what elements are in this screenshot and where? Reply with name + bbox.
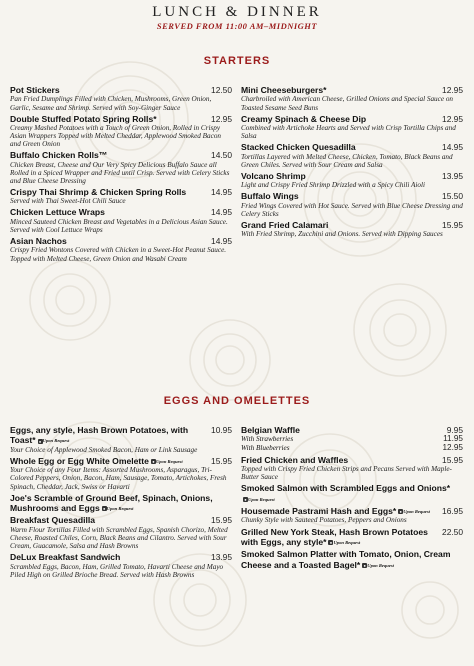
menu-item [10, 515, 232, 550]
menu-item [10, 456, 232, 491]
variant-price: 12.95 [442, 443, 463, 452]
starters-heading: STARTERS [203, 55, 271, 67]
menu-item-description: Pan Fried Dumplings Filled with Chicken, Mushrooms, Green Onion, Garlic, Sesame and Shrimp. Served with Soy-Ginger Sauce [10, 95, 212, 112]
menu-item-description: Served with Thai Sweet-Hot Chili Sauce [10, 197, 126, 206]
menu-item-description: Crispy Fried Wontons Covered with Chicken in a Sweet-Hot Peanut Sauce. Topped with Melted Cheese, Green Onion and Wasabi Cream [10, 246, 227, 263]
menu-item-description: Tortillas Layered with Melted Cheese, Chicken, Tomato, Black Beans and Green Chiles. Served with Sour Cream and Salsa [241, 152, 453, 169]
menu-item-name: Creamy Spinach & Cheese Dip [241, 113, 367, 124]
menu-item-price: 14.50 [211, 150, 232, 161]
menu-item [241, 527, 463, 548]
menu-item-name: Breakfast Quesadilla [10, 515, 96, 526]
menu-item-name: Double Stuffed Potato Spring Rolls* [10, 113, 157, 124]
upon-request-badge [243, 497, 275, 502]
menu-item-row [10, 425, 232, 446]
menu-item-row [10, 515, 232, 525]
starters-right-column [241, 85, 463, 240]
menu-item-price: 13.95 [442, 170, 463, 181]
menu-item-row [10, 456, 232, 466]
menu-item-description: With Fried Shrimp, Zucchini and Onions. Served with Dipping Sauces [241, 230, 443, 239]
upon-request-badge [328, 540, 360, 545]
upon-request-badge [38, 438, 70, 443]
menu-item-price: 12.95 [442, 85, 463, 95]
menu-item-name: Mini Cheeseburgers* [241, 85, 327, 95]
menu-item [10, 552, 232, 579]
starters-left-column [10, 85, 232, 265]
menu-item-row [241, 171, 463, 181]
menu-item-description: Creamy Mashed Potatoes with a Touch of Green Onion, Rolled in Crispy Asian Wrappers Topped with Melted Cheddar, Applewood Smoked Bacon and Green Onion [10, 124, 222, 149]
menu-item [10, 425, 232, 454]
menu-item [10, 150, 232, 185]
menu-item [10, 236, 232, 263]
menu-item-row [10, 207, 232, 217]
menu-item-row [10, 150, 232, 160]
menu-item-price: 13.95 [211, 552, 232, 563]
menu-item [241, 220, 463, 239]
upon-request-label: Upon Request [155, 458, 183, 464]
upon-request-label: Upon Request [248, 496, 275, 502]
menu-item-row [10, 114, 232, 124]
upon-request-label: Upon Request [403, 509, 430, 515]
egg-white-icon: ● [363, 563, 366, 569]
menu-item [241, 191, 463, 218]
menu-item-description: Minced Sauteed Chicken Breast and Vegetables in a Delicious Asian Sauce. Served with Cool Lettuce Wraps [10, 217, 228, 234]
menu-item-description: Your Choice of Applewood Smoked Bacon, Ham or Link Sausage [10, 445, 198, 454]
menu-item-price: 12.50 [211, 85, 232, 95]
menu-item-variant [241, 435, 463, 444]
menu-item-row [241, 483, 463, 504]
variant-label: With Strawberries [241, 435, 294, 444]
menu-item-description: Chicken Breast, Cheese and Our Very Spicy Delicious Buffalo Sauce all Rolled in a Spiced Wrapper and Fried until Crisp. Served with Celery Sticks and Blue Cheese Dressing [10, 160, 230, 185]
menu-item-name: Buffalo Chicken Rolls™ [10, 150, 108, 161]
menu-item-price: 22.50 [442, 526, 463, 537]
eggs-right-column [241, 425, 463, 572]
menu-item-description: Charbroiled with American Cheese, Grilled Onions and Special Sauce on Toasted Sesame Seed Buns [241, 95, 454, 112]
menu-item-price: 10.95 [211, 425, 232, 435]
menu-item-name: Grand Fried Calamari [241, 219, 329, 230]
menu-item-row [241, 191, 463, 201]
menu-item-row [241, 455, 463, 465]
egg-white-icon: ● [103, 506, 106, 512]
menu-item-description: Light and Crispy Fried Shrimp Drizzled with a Spicy Chili Aioli [241, 181, 425, 190]
menu-item-name: Fried Chicken and Waffles [241, 454, 349, 465]
menu-item [241, 171, 463, 190]
menu-item [10, 493, 232, 514]
menu-item-price: 15.95 [211, 455, 232, 466]
egg-white-icon: ● [329, 540, 333, 546]
menu-item-row [241, 85, 463, 95]
variant-price: 11.95 [443, 434, 463, 444]
menu-item-name: DeLux Breakfast Sandwich [10, 552, 121, 563]
menu-item-price: 16.95 [442, 506, 463, 516]
upon-request-label: Upon Request [42, 438, 70, 444]
menu-item-name: Joe's Scramble of Ground Beef, Spinach, Onions, Mushrooms and Eggs ●Upon Request [10, 492, 213, 513]
menu-item-name: Grilled New York Steak, Hash Brown Potatoes with Eggs, any style* ●Upon Request [241, 526, 428, 547]
menu-item-row [241, 549, 463, 570]
menu-item-row [241, 527, 463, 548]
menu-item-description: Topped with Crispy Fried Chicken Strips and Pecans Served with Maple-Butter Sauce [241, 465, 452, 482]
menu-item-variant [241, 444, 463, 453]
eggs-heading: EGGS AND OMELETTES [163, 395, 311, 407]
egg-white-icon: ● [399, 509, 402, 515]
menu-item [241, 142, 463, 169]
menu-item [241, 506, 463, 525]
menu-item-row [10, 85, 232, 95]
menu-item [241, 455, 463, 482]
menu-item [241, 85, 463, 112]
menu-item-row [10, 493, 232, 514]
menu-item-price: 14.95 [211, 186, 232, 197]
upon-request-label: Upon Request [333, 539, 361, 545]
menu-item-name: Chicken Lettuce Wraps [10, 207, 105, 218]
menu-item-name: Smoked Salmon Platter with Tomato, Onion, Cream Cheese and a Toasted Bagel* ●Upon Request [241, 549, 451, 570]
menu-item [241, 114, 463, 141]
upon-request-badge [102, 506, 134, 511]
menu-item-name: Eggs, any style, Hash Brown Potatoes, with Toast* ●Upon Request [10, 425, 189, 446]
menu-item-price: 9.95 [446, 425, 463, 435]
menu-item-row [10, 236, 232, 246]
menu-item [10, 114, 232, 149]
menu-item-name: Smoked Salmon with Scrambled Eggs and Onions*●Upon Request [241, 483, 451, 503]
egg-white-icon: ● [38, 438, 42, 444]
menu-item-price: 12.95 [211, 113, 232, 124]
menu-item [10, 187, 232, 206]
menu-item-name: Belgian Waffle [241, 425, 300, 435]
menu-item-description: Your Choice of any Four Items: Assorted Mushrooms, Asparagus, Tri-Colored Peppers, Onion, Bacon, Ham, Sausage, Tomato, Artichokes, Fresh Spinach, Cheddar, Jack, Swiss or Havarti [10, 466, 227, 491]
menu-item-name: Stacked Chicken Quesadilla [241, 142, 356, 153]
menu-item-row [241, 425, 463, 435]
menu-item [241, 483, 463, 504]
menu-item-description: Combined with Artichoke Hearts and Served with Crisp Tortilla Chips and Salsa [241, 124, 456, 141]
menu-item-description: Chunky Style with Sauteed Potatoes, Peppers and Onions [241, 516, 407, 525]
upon-request-badge [398, 509, 430, 514]
menu-item-row [241, 220, 463, 230]
menu-item-row [241, 142, 463, 152]
menu-item-price: 12.95 [442, 113, 463, 124]
menu-item-row [241, 114, 463, 124]
menu-item-name: Buffalo Wings [241, 191, 299, 202]
menu-item-row [10, 552, 232, 562]
menu-item-price: 14.95 [211, 207, 232, 218]
menu-item [241, 549, 463, 570]
menu-item-price: 15.95 [442, 219, 463, 230]
menu-item-name: Volcano Shrimp [241, 170, 306, 181]
menu-item [10, 85, 232, 112]
menu-item-price: 15.50 [442, 191, 463, 202]
upon-request-badge [362, 563, 394, 568]
menu-item-price: 15.95 [211, 515, 232, 526]
menu-item-name: Housemade Pastrami Hash and Eggs* ●Upon Request [241, 506, 430, 516]
menu-item-row [241, 506, 463, 516]
menu-item-description: Fried Wings Covered with Hot Sauce. Served with Blue Cheese Dressing and Celery Sticks [241, 201, 463, 218]
menu-item [241, 425, 463, 453]
menu-item [10, 207, 232, 234]
menu-item-description: Scrambled Eggs, Bacon, Ham, Grilled Tomato, Havarti Cheese and Mayo Piled High on Grilled Brioche Bread. Served with Hash Browns [10, 562, 224, 579]
menu-item-name: Pot Stickers [10, 85, 60, 95]
menu-item-name: Asian Nachos [10, 236, 67, 247]
upon-request-label: Upon Request [367, 562, 394, 568]
upon-request-label: Upon Request [106, 506, 134, 512]
eggs-left-column [10, 425, 232, 581]
menu-title: LUNCH & DINNER [152, 4, 322, 20]
menu-hours: SERVED FROM 11:00 AM–MIDNIGHT [156, 21, 318, 31]
menu-item-price: 14.95 [442, 142, 463, 153]
menu-item-price: 14.95 [211, 236, 232, 247]
menu-item-price: 15.95 [442, 454, 463, 465]
menu-item-name: Crispy Thai Shrimp & Chicken Spring Rolls [10, 186, 187, 197]
menu-item-name: Whole Egg or Egg White Omelette ●Upon Request [10, 455, 183, 466]
egg-white-icon: ● [152, 459, 155, 465]
egg-white-icon: ● [244, 497, 247, 503]
menu-item-description: Warm Flour Tortillas Filled with Scrambled Eggs, Spanish Chorizo, Melted Cheese, Roasted Chiles, Corn, Black Beans and Cilantro. Served with Sour Cream, Guacamole, Salsa and Hash Browns [10, 525, 228, 550]
variant-label: With Blueberries [241, 444, 290, 452]
menu-item-row [10, 187, 232, 197]
upon-request-badge [151, 459, 183, 464]
